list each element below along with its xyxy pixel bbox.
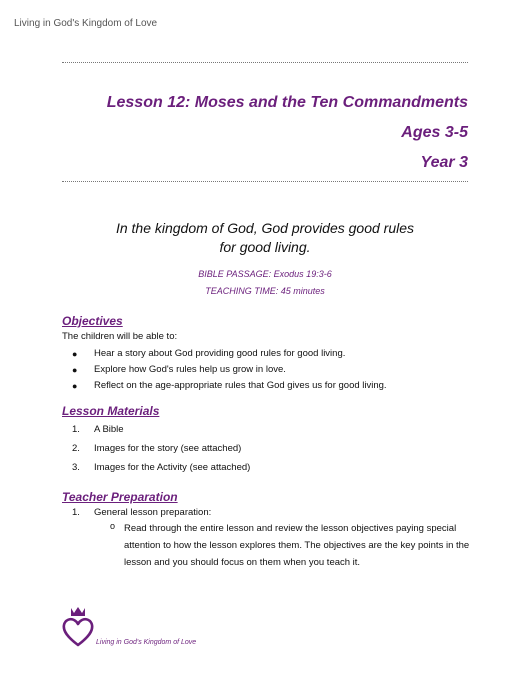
preparation-heading: Teacher Preparation bbox=[62, 490, 178, 504]
page-footer: Living in God's Kingdom of Love bbox=[96, 639, 197, 646]
lesson-title-block bbox=[107, 88, 468, 178]
list-item: 2. Images for the story (see attached) bbox=[72, 443, 242, 454]
objectives-heading: Objectives bbox=[62, 314, 123, 328]
objectives-intro: The children will be able to: bbox=[62, 331, 178, 342]
title-divider bbox=[62, 181, 468, 182]
lesson-meta bbox=[62, 266, 468, 300]
preparation-sub-item: Read through the entire lesson and review the lesson objectives paying special attention to how the lesson explores them. The objectives are the key points in the lesson and you should focus on them when you teach it. bbox=[124, 523, 470, 568]
preparation-item-number: 1. bbox=[72, 507, 80, 518]
bullet-icon: ● bbox=[72, 365, 78, 375]
preparation-item: General lesson preparation: bbox=[94, 507, 212, 518]
list-item: ● Hear a story about God providing good rules for good living. bbox=[94, 346, 387, 362]
page-header: Living in God's Kingdom of Love bbox=[14, 18, 158, 29]
theme-line-1: In the kingdom of God, God provides good rules bbox=[115, 220, 415, 236]
bible-passage: BIBLE PASSAGE: Exodus 19:3-6 bbox=[198, 269, 332, 279]
theme-line-2: for good living. bbox=[219, 239, 311, 255]
ages-label: Ages 3-5 bbox=[401, 124, 468, 141]
list-item: ● Explore how God's rules help us grow in love. bbox=[94, 362, 387, 378]
materials-list bbox=[72, 421, 251, 477]
year-label: Year 3 bbox=[420, 154, 468, 171]
lesson-theme bbox=[62, 219, 468, 257]
list-item: 1. A Bible bbox=[72, 424, 124, 435]
lesson-title: Lesson 12: Moses and the Ten Commandments bbox=[106, 94, 468, 111]
bullet-icon: ● bbox=[72, 349, 78, 359]
list-item: 3. Images for the Activity (see attached) bbox=[72, 462, 251, 473]
heart-crown-logo-icon bbox=[61, 604, 95, 650]
bullet-icon: ● bbox=[72, 381, 78, 391]
objectives-list bbox=[72, 346, 387, 394]
teaching-time: TEACHING TIME: 45 minutes bbox=[205, 286, 325, 296]
sub-bullet-icon: o bbox=[110, 521, 116, 531]
materials-heading: Lesson Materials bbox=[62, 404, 160, 418]
list-item: ● Reflect on the age-appropriate rules that God gives us for good living. bbox=[94, 378, 387, 394]
top-divider bbox=[62, 62, 468, 63]
